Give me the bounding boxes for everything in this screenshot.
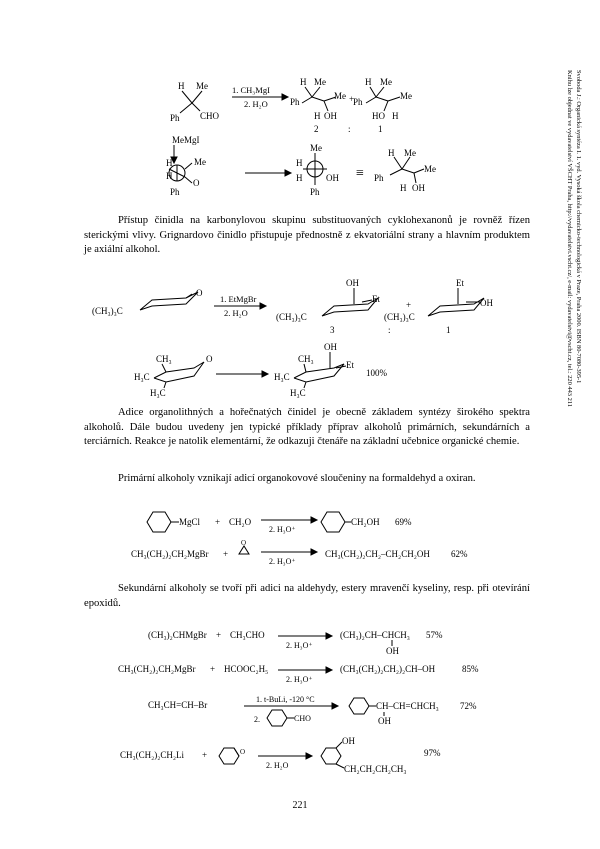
side-citation xyxy=(548,70,584,590)
s-r2-co: HCOOC₂H₅ xyxy=(224,664,269,674)
s-r1-prod: (CH₃)₂CH–CHCH₃ xyxy=(340,630,410,640)
s3-plus: + xyxy=(406,300,412,310)
s1-ratio-b: 1 xyxy=(378,124,383,134)
s-r3-prod: CH–CH=CHCH₃ xyxy=(376,701,439,711)
s4-yield: 100% xyxy=(366,368,387,378)
s3-ratio-sep: : xyxy=(388,325,391,335)
s1-p2-me: Me xyxy=(380,77,392,87)
paragraph-2 xyxy=(84,406,530,450)
s2-e-me: Me xyxy=(404,148,416,158)
s1-p1-h: H xyxy=(300,77,307,87)
p-r1-co: CH₂O xyxy=(229,517,252,527)
page-number: 221 xyxy=(292,800,308,811)
s1-ratio-a: 2 xyxy=(314,124,319,134)
s1-p1-h2: H xyxy=(314,111,321,121)
s3-ratio-a: 3 xyxy=(330,325,335,335)
s2-m-h2: H xyxy=(296,173,303,183)
s1-p2-h: H xyxy=(365,77,372,87)
p-r1-reagent: MgCl xyxy=(179,517,201,527)
s1-p2-ho: HO xyxy=(372,111,385,121)
s3-p1-sub: (CH₃)₃C xyxy=(276,312,307,322)
s2-e-h2: H xyxy=(400,183,407,193)
s4-p-h3c2: H₃C xyxy=(290,388,306,398)
s2-e-me2: Me xyxy=(424,164,436,174)
p-r2-reagent: CH₃(CH₂)₂CH₂MgBr xyxy=(131,549,209,559)
p-r2-plus: + xyxy=(223,549,229,559)
scheme-1-grignard-addition xyxy=(150,75,420,135)
p-r2-cond: 2. H₃O⁺ xyxy=(269,557,296,566)
s1-p2-me2: Me xyxy=(400,91,412,101)
s-r1-cond: 2. H₃O⁺ xyxy=(286,641,313,650)
s-r4-reagent: CH₃(CH₂)₂CH₂Li xyxy=(120,750,185,760)
s2-n-o: O xyxy=(193,178,200,188)
s1-p1-ph: Ph xyxy=(290,97,300,107)
s3-sub-o: O xyxy=(196,288,203,298)
s2-m-ph: Ph xyxy=(310,187,320,197)
s3-cond-1: 1. EtMgBr xyxy=(220,294,257,304)
s-r4-yield: 97% xyxy=(424,748,441,758)
paragraph-4 xyxy=(84,582,530,611)
s1-p2-ph: Ph xyxy=(353,97,363,107)
s-r1-plus: + xyxy=(216,630,222,640)
s-r2-plus: + xyxy=(210,664,216,674)
s-r1-reagent: (CH₃)₂CHMgBr xyxy=(148,630,207,640)
s1-cond-1: 1. CH₃MgI xyxy=(232,85,270,95)
s-r1-oh: OH xyxy=(386,646,399,656)
s4-h3c1: H₃C xyxy=(134,372,150,382)
paragraph-3-text: Primární alkoholy vznikají adicí organokovové sloučeniny na formaldehyd a oxiran. xyxy=(118,473,476,484)
s1-sub-me: Me xyxy=(196,81,208,91)
s3-p2-oh: OH xyxy=(480,298,493,308)
s2-n-h1: H xyxy=(166,158,173,168)
s-r1-yield: 57% xyxy=(426,630,443,640)
s2-m-h: H xyxy=(296,158,303,168)
s4-ch3: CH₃ xyxy=(156,354,172,364)
s-r4-chain: CH₂CH₂CH₂CH₃ xyxy=(344,764,407,774)
p-r2-prod: CH₃(CH₂)₂CH₂–CH₂CH₂OH xyxy=(325,549,430,559)
s-r1-co: CH₃CHO xyxy=(230,630,265,640)
s1-sub-h: H xyxy=(178,81,185,91)
s3-p1-et: Et xyxy=(372,294,380,304)
s-r3-cond-1: 1. t-BuLi, -120 °C xyxy=(256,695,315,704)
s-r2-yield: 85% xyxy=(462,664,479,674)
s-r3-cho: CHO xyxy=(294,714,311,723)
s2-e-ph: Ph xyxy=(374,173,384,183)
s2-e-oh: OH xyxy=(412,183,425,193)
s2-e-h: H xyxy=(388,148,395,158)
paragraph-1-text: Přístup činidla na karbonylovou skupinu substituovaných cyklohexanonů je rovněž řízen sterickými vlivy. Grignardovo činidlo přistupuje přednostně z ekvatoriální strany a hlavním produktem je axiální alkohol. xyxy=(84,215,530,256)
s3-sub: (CH₃)₃C xyxy=(92,306,123,316)
p-r2-oxiran-o: O xyxy=(241,539,247,547)
p-r1-prod: CH₂OH xyxy=(351,517,380,527)
s3-p2-sub: (CH₃)₃C xyxy=(384,312,415,322)
s-r3-reagent: CH₃CH=CH–Br xyxy=(148,700,208,710)
s4-p-h3c1: H₃C xyxy=(274,372,290,382)
s1-sub-cho: CHO xyxy=(200,111,220,121)
p-r2-yield: 62% xyxy=(451,549,468,559)
paragraph-3 xyxy=(84,472,530,487)
s1-sub-ph: Ph xyxy=(170,113,180,123)
s3-ratio-b: 1 xyxy=(446,325,451,335)
s4-p-et: Et xyxy=(346,360,354,370)
paragraph-4-text: Sekundární alkoholy se tvoří při adici na aldehydy, estery mravenčí kyseliny, resp. při otevírání epoxidů. xyxy=(84,583,530,609)
s1-p1-me2: Me xyxy=(334,91,346,101)
s-r2-cond: 2. H₃O⁺ xyxy=(286,675,313,684)
s3-p1-oh: OH xyxy=(346,278,359,288)
s2-reagent: MeMgI xyxy=(172,135,200,145)
s2-n-ph: Ph xyxy=(170,187,180,197)
s2-m-oh: OH xyxy=(326,173,339,183)
s1-cond-2: 2. H₂O xyxy=(244,99,268,109)
scheme-secondary-alcohols xyxy=(118,624,518,786)
s1-p1-me: Me xyxy=(314,77,326,87)
s-r4-cond: 2. H₂O xyxy=(266,761,289,770)
s2-equiv: ≡ xyxy=(356,166,364,181)
s2-n-me: Me xyxy=(194,157,206,167)
scheme-4-trimethylcyclohexanone xyxy=(130,340,400,400)
p-r1-cond: 2. H₃O⁺ xyxy=(269,525,296,534)
s-r4-oh: OH xyxy=(342,736,355,746)
s-r2-reagent: CH₃(CH₂)₂CH₂MgBr xyxy=(118,664,196,674)
s3-p2-et: Et xyxy=(456,278,464,288)
s1-plus: + xyxy=(349,94,355,104)
paragraph-2-text: Adice organolithných a hořečnatých činidel je obecně základem syntézy širokého spektra alkoholů. Dále budou uvedeny jen typické příklady příprav alkoholů primárních, sekundárních a terciárních. Reakce je natolik elementární, že odkazuji čtenáře na základní učebnice organické chemie. xyxy=(84,407,530,448)
s-r3-oh: OH xyxy=(378,716,391,726)
s2-m-me: Me xyxy=(310,143,322,153)
p-r1-plus: + xyxy=(215,517,221,527)
s-r3-cond-2: 2. xyxy=(254,715,260,724)
s4-p-ch3: CH₃ xyxy=(298,354,314,364)
citation-line-1: Svoboda J.: Organická syntéza I. 1. vyd. Vysoká škola chemicko-technologická v Praze, Praha 2000. ISBN 80-7080-395-1 xyxy=(575,70,582,384)
scheme-primary-alcohols xyxy=(125,498,515,576)
s-r3-yield: 72% xyxy=(460,701,477,711)
s1-p2-h2: H xyxy=(392,111,399,121)
p-r1-yield: 69% xyxy=(395,517,412,527)
s-r2-prod: (CH₃(CH₂)₂CH₂)₂CH–OH xyxy=(340,664,436,674)
s4-p-oh: OH xyxy=(324,342,337,352)
scheme-2-newman-projection xyxy=(160,133,460,203)
s-r4-plus: + xyxy=(202,750,208,760)
s2-n-h2: H xyxy=(166,171,173,181)
paragraph-1 xyxy=(84,214,530,258)
s3-cond-2: 2. H₂O xyxy=(224,308,248,318)
citation-line-2: Knihu lze objednat ve vydavatelství VŠCHT Praha, http://vydavatelstvi.vscht.cz/, e-mail: vydavatelstvi@vscht.cz, tel.: 220 443 211 xyxy=(566,70,573,407)
scheme-3-cyclohexanone-addition xyxy=(90,278,510,338)
s4-o: O xyxy=(206,354,213,364)
s1-ratio-sep: : xyxy=(348,124,351,134)
s-r4-o: O xyxy=(240,748,246,756)
s1-p1-oh: OH xyxy=(324,111,337,121)
s4-h3c2: H₃C xyxy=(150,388,166,398)
